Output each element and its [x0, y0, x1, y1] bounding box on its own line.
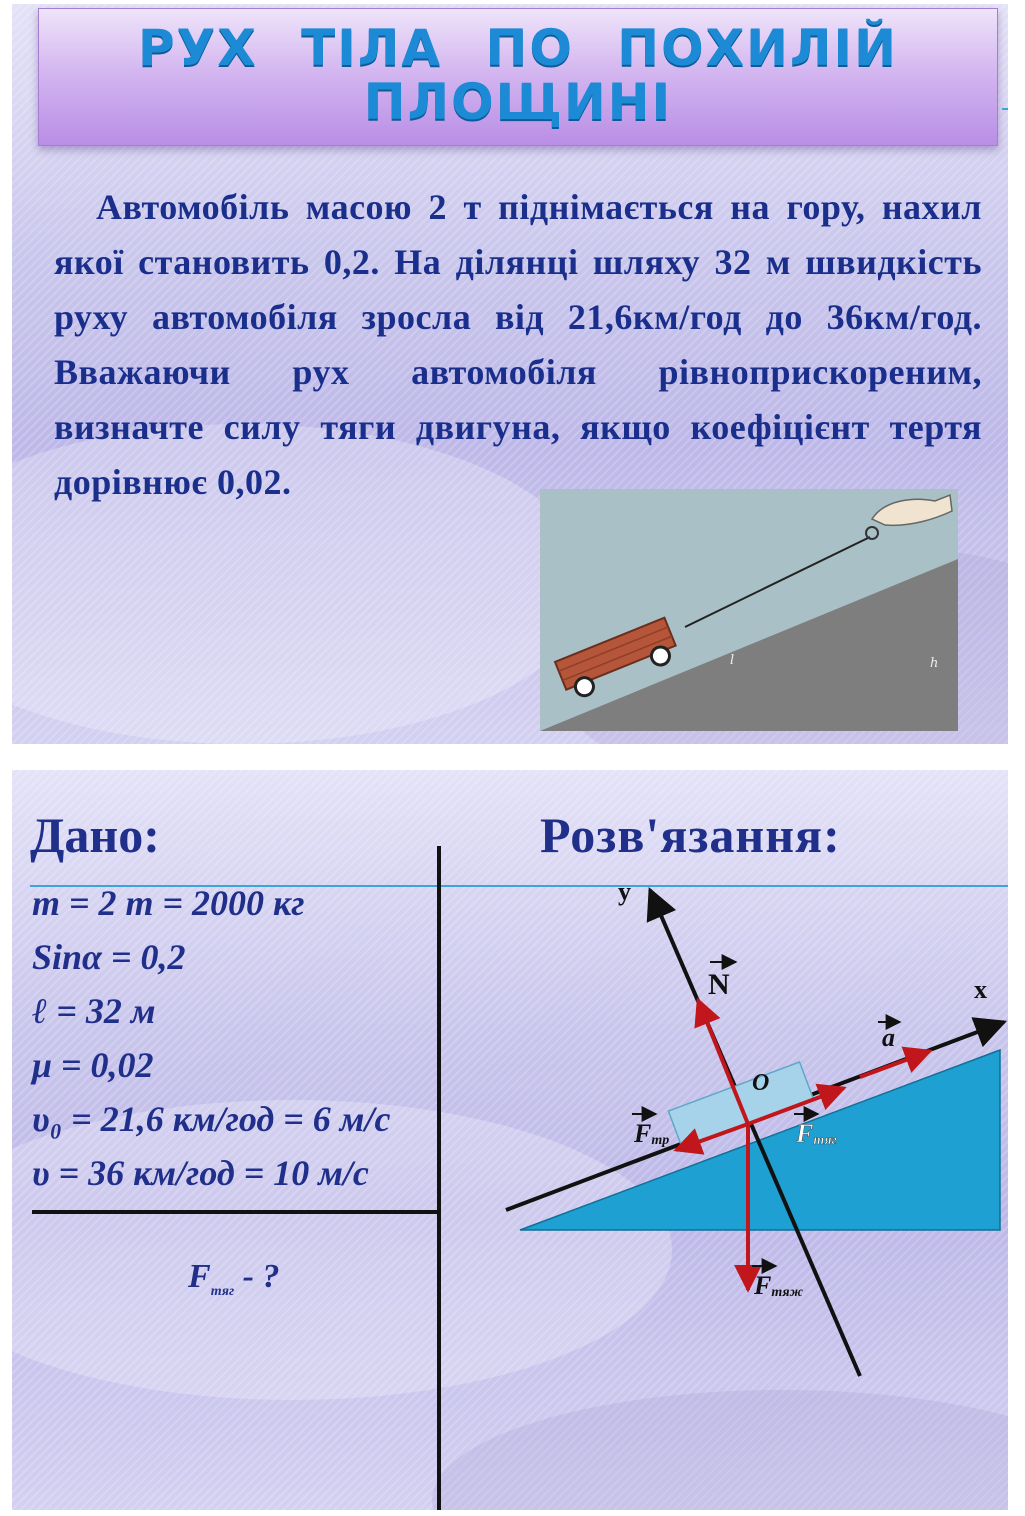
given-item: Sinα = 0,2	[32, 937, 186, 977]
slide-problem	[12, 4, 1008, 744]
find-symbol: F	[188, 1258, 211, 1295]
label-friction	[632, 1114, 669, 1148]
label-gravity	[752, 1266, 804, 1300]
svg-text:Fтяж: Fтяж	[754, 1271, 803, 1300]
force-diagram	[490, 870, 1008, 1460]
given-item: υ₀ = 21,6 км/год = 6 м/с	[32, 1099, 391, 1139]
axis-y-label: y	[618, 877, 631, 906]
picture-label-h: h	[930, 656, 939, 671]
given-item: υ = 36 км/год = 10 м/с	[32, 1153, 369, 1193]
label-N	[708, 962, 736, 1001]
svg-text:Fтяг: Fтяг	[796, 1119, 837, 1148]
svg-text:N: N	[708, 968, 730, 1001]
given-item: ℓ = 32 м	[32, 991, 156, 1031]
find-quantity	[188, 1258, 279, 1300]
given-title: Дано:	[30, 807, 160, 863]
label-a	[878, 1022, 900, 1052]
given-item: m = 2 т = 2000 кг	[32, 883, 305, 923]
axis-x-label: x	[974, 975, 987, 1004]
incline-cart-picture	[540, 489, 958, 731]
svg-text:Fтр: Fтр	[634, 1119, 670, 1148]
title-line-2: ПЛОЩИНІ	[363, 73, 673, 131]
vector-acceleration	[860, 1051, 930, 1077]
svg-text:a: a	[882, 1023, 895, 1052]
find-suffix: - ?	[234, 1258, 280, 1295]
given-divider-horizontal	[32, 1210, 439, 1214]
picture-label-l: l	[730, 653, 735, 668]
problem-text: Автомобіль масою 2 т піднімається на гору, нахил якої становить 0,2. На ділянці шляху 32 м швидкість руху автомобіля зросла від 21,6км/год до 36км/год. Вважаючи рух автомобіля рівноприскореним, визначте силу тяги двигуна, якщо коефіцієнт тертя дорівнює 0,02.	[54, 187, 982, 502]
given-item: μ = 0,02	[32, 1045, 154, 1085]
slide-solution	[12, 770, 1008, 1510]
find-subscript: тяг	[210, 1283, 235, 1299]
title-banner	[38, 8, 998, 146]
origin-label: O	[752, 1070, 770, 1096]
solution-title: Розв'язання:	[540, 807, 841, 863]
title-rule	[1002, 108, 1008, 110]
title-line-1: РУХ ТІЛА ПО ПОХИЛІЙ	[138, 19, 898, 77]
